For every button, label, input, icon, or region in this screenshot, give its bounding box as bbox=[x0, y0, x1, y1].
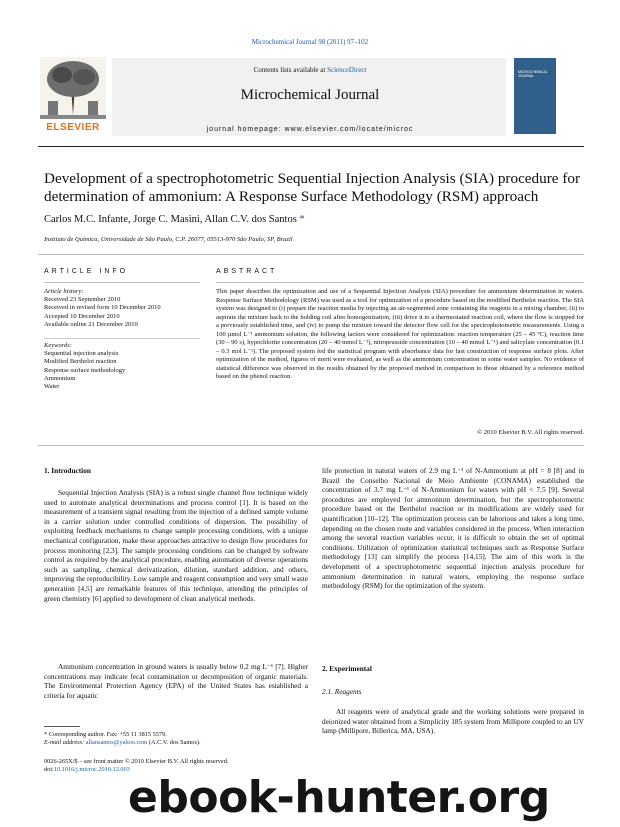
corresponding-author-mark[interactable]: * bbox=[299, 214, 305, 225]
article-info-heading: ARTICLE INFO bbox=[44, 268, 129, 275]
history-item: Accepted 10 December 2010 bbox=[44, 312, 120, 320]
abstract-text: This paper describes the optimization and use of a Sequential Injection Analysis (SIA) procedure for ammonium determination in waters. Response Surface Methodology (RSM) was used as a tool for optimization of a procedure based on the modified Berthelot reaction. The SIA system was designed to (i) prepare the reaction media by injecting an air-segmented zone containing the reagents in a mixing chamber, (ii) to aspirate the mixture back to the holding coil after homogenization, (iii) drive it to a thermostated reaction coil, where the flow is stopped for a previously established time, and (iv) to pump the mixture toward the detector flow cell for the spectrophotometric measurements. Using a 100 µmol L⁻¹ ammonium solution, the following factors were considered for optimization: reaction temperature (25 – 45 °C), reaction time (30 – 90 s), hypochlorite concentration (20 – 40 mmol L⁻¹), nitroprusside concentration (10 – 40 mmol L⁻¹) and salicylate concentration (0.1 – 0.3 mol L⁻¹). The proposed system fed the statistical program with absorbance data for fast construction of response surface plots. After optimization of the method, figures of merit were evaluated, as well as the ammonium concentration in some water samples. No evidence of statistical difference was observed in the results obtained by the proposed method in comparison to those obtained by a reference method based on the phenol reaction. bbox=[216, 288, 584, 381]
history-item: Received in revised form 10 December 2010 bbox=[44, 304, 161, 312]
contents-prefix: Contents lists available at bbox=[253, 66, 328, 74]
doi-link[interactable]: 10.1016/j.microc.2010.12.003 bbox=[53, 766, 130, 774]
history-item: Available online 21 December 2010 bbox=[44, 320, 138, 328]
header-rule bbox=[38, 146, 584, 147]
doi-label: doi: bbox=[44, 766, 54, 774]
history-label: Article history: bbox=[44, 288, 84, 295]
email-label: E-mail address: bbox=[44, 739, 86, 747]
front-matter-notice: 0026-265X/$ – see front matter © 2010 Elsevier B.V. All rights reserved. bbox=[44, 758, 229, 765]
keyword: Sequential injection analysis bbox=[44, 350, 119, 358]
intro-paragraph: Sequential Injection Analysis (SIA) is a robust single channel flow technique widely used to automate analytical determinations and process control [1]. It is based on the measurement of a transient signal resulting from the injection of a defined sample volume in a carrier solution under controlled conditions of dispersion. The possibility of exploiting feedback mechanisms to change sample processing conditions, with a unique mechanical configuration, make these approaches attractive to design flow procedures for process monitoring [2,3]. The sample processing conditions can be changed by software control as required by the analytical procedure, enabling automation of diverse operations such as sampling, chemical derivatization, dilution, standard addition, and others, improving the reproducibility. Low sample and reagent consumption and very small waste generation [4,5] are remarkable features of this technique, attending the principles of green chemistry [6] applied to development of clean analytical methods. bbox=[44, 488, 308, 603]
corresponding-author-note: * Corresponding author. Fax: +55 11 3815 5579. bbox=[44, 731, 167, 738]
divider bbox=[216, 282, 584, 283]
journal-homepage[interactable]: journal homepage: www.elsevier.com/locate/microc bbox=[206, 126, 414, 133]
divider bbox=[44, 338, 200, 339]
divider bbox=[44, 282, 200, 283]
history-item: Received 23 September 2010 bbox=[44, 296, 121, 304]
keyword: Modified Berthelot reaction bbox=[44, 358, 117, 366]
footnote-rule bbox=[44, 726, 80, 727]
keywords-label: Keywords: bbox=[44, 342, 72, 349]
keyword: Ammonium bbox=[44, 374, 76, 382]
watermark: ebook-hunter.org bbox=[128, 772, 550, 823]
elsevier-wordmark: ELSEVIER bbox=[46, 122, 100, 133]
sciencedirect-link[interactable]: ScienceDirect bbox=[327, 66, 367, 74]
subsection-heading-reagents: 2.1. Reagents bbox=[322, 687, 362, 696]
authors: Carlos M.C. Infante, Jorge C. Masini, Allan C.V. dos Santos bbox=[44, 214, 297, 225]
abstract-heading: ABSTRACT bbox=[216, 268, 278, 275]
intro-paragraph-continued: life protection in natural waters of 2.9 mg L⁻¹ of N-Ammonium at pH = 8 [8] and in Brazil the Conselho Nacional de Meio Ambiente (CONAMA) established the concentration of 3.7 mg L⁻¹ of N-Ammonium for waters with pH < 7.5 [9]. Several procedures are employed for ammonium determination, but the spectrophotometric procedure based on the Berthelot reaction or its modifications are widely used for quantification [10–12]. The optimization process can be laborious and takes a long time, depending on the chosen route and variables considered in the process. When interaction among the several reaction variables occur, it is difficult to obtain the set of optimal conditions. Utilization of optimization statistical techniques such as Response Surface methodology [13] can simplify the process [14,15]. The aim of this work is the development of a spectrophotometric sequential injection analysis procedure for ammonium determination in natural waters, employing the response surface methodology (RSM) for the optimization of the system. bbox=[322, 466, 584, 591]
author-list bbox=[44, 214, 305, 225]
email-link[interactable]: allansantos@yahoo.com bbox=[85, 739, 148, 747]
keyword: Response surface methodology bbox=[44, 366, 126, 374]
divider bbox=[38, 445, 584, 446]
cover-title: MICROCHEMICAL JOURNAL bbox=[518, 70, 548, 78]
email-suffix: (A.C.V. dos Santos). bbox=[147, 739, 201, 747]
article-title: Development of a spectrophotometric Sequential Injection Analysis (SIA) procedure for determination of ammonium: A Response Surface Methodology (RSM) approach bbox=[44, 170, 581, 205]
keyword: Water bbox=[44, 383, 60, 391]
section-heading-introduction: 1. Introduction bbox=[44, 466, 91, 475]
affiliation: Instituto de Química, Universidade de São Paulo, C.P. 26077, 05513-970 São Paulo, SP, Brazil bbox=[44, 236, 293, 243]
intro-paragraph: Ammonium concentration in ground waters is usually below 0.2 mg L⁻¹ [7]. Higher concentrations may indicate fecal contamination or decomposition of organic materials. The Environmental Protection Agency (EPA) of the United States has established a criteria for aquatic bbox=[44, 662, 308, 700]
divider bbox=[38, 254, 584, 255]
article-history bbox=[44, 288, 200, 329]
footnote bbox=[44, 731, 308, 748]
reagents-paragraph: All reagents were of analytical grade and the working solutions were prepared in deionized water obtained from a Simplicity 185 system from Millipore coupled to an UV lamp (Millipore, Billerica, MA, USA). bbox=[322, 707, 584, 736]
keywords bbox=[44, 342, 200, 391]
section-heading-experimental: 2. Experimental bbox=[322, 664, 372, 673]
copyright: © 2010 Elsevier B.V. All rights reserved. bbox=[477, 429, 584, 436]
journal-reference[interactable]: Microchemical Journal 98 (2011) 97–102 bbox=[251, 38, 369, 46]
journal-name: Microchemical Journal bbox=[240, 87, 380, 103]
